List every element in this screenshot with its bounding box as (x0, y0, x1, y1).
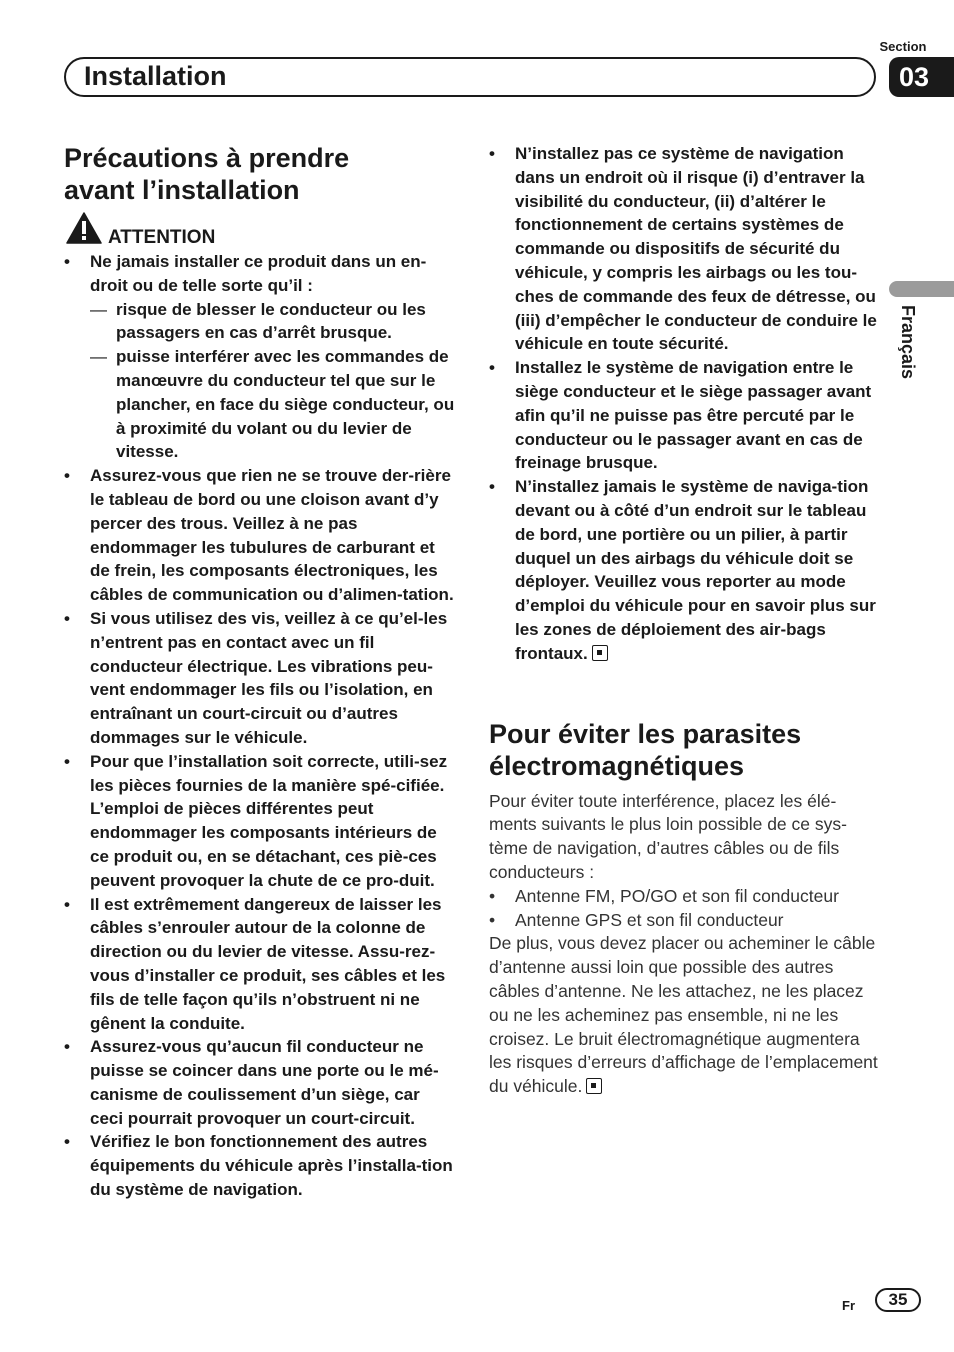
list-item (489, 909, 881, 933)
list-item (64, 1035, 456, 1130)
sub-list-item (90, 298, 456, 346)
bullet: • (64, 252, 70, 271)
bullet: • (64, 1037, 70, 1057)
interference-heading-line2: électromagnétiques (489, 750, 745, 781)
list-item (64, 607, 456, 750)
right-column (489, 142, 881, 1099)
end-of-section-icon (586, 1078, 602, 1094)
bullet: • (489, 885, 496, 906)
dash: — (90, 299, 107, 319)
list-item (489, 356, 881, 475)
precautions-list (64, 250, 456, 1202)
list-item-text: Antenne FM, PO/GO et son fil conducteur (515, 885, 839, 906)
attention-block (64, 212, 456, 250)
section-label: Section (879, 39, 927, 54)
list-item (64, 250, 456, 464)
sub-list-item-text: risque de blesser le conducteur ou les passagers en cas d’arrêt brusque. (116, 299, 426, 343)
list-item (64, 1130, 456, 1201)
list-item-text: Vérifiez le bon fonctionnement des autres équipements du véhicule après l’installa-tion du système de navigation. (90, 1132, 453, 1200)
list-item (64, 750, 456, 893)
bullet: • (489, 144, 495, 163)
list-item (64, 893, 456, 1036)
section-number-badge: 03 (889, 57, 954, 97)
bullet: • (64, 1132, 70, 1152)
list-item-text: Il est extrêmement dangereux de laisser les câbles s’enrouler autour de la colonne de direction ou du levier de vitesse. Assu-rez-vous d’installer ce produit, ses câbles et les fils de telle façon qu’ils n’obstruent ni ne gênent la conduite. (90, 894, 446, 1033)
attention-label: ATTENTION (108, 227, 216, 248)
list-item-text: N’installez pas ce système de navigation dans un endroit où il risque (i) d’entraver la visibilité du conducteur, (ii) d’altérer le fonctionnement de certains systèmes de commande ou dispositifs de sécurité du véhicule, y compris les airbags ou les tou-ches de commande des feux de détresse, ou (iii) d’empêcher le conducteur de conduire le véhicule en toute sécurité. (515, 144, 877, 354)
precautions-heading-line2: avant l’installation (64, 175, 300, 205)
language-tab (889, 281, 954, 297)
interference-closing (489, 932, 881, 1099)
list-item-text: Installez le système de navigation entre le siège conducteur et le siège passager avant afin qu’il ne puisse pas être percuté par le conducteur ou le passager avant en cas de freinage brusque. (515, 358, 872, 473)
language-label: Français (898, 305, 918, 380)
bullet: • (489, 358, 495, 378)
footer-language-code: Fr (842, 1298, 855, 1313)
interference-heading-line1: Pour éviter les parasites (489, 718, 802, 749)
interference-heading (489, 718, 881, 782)
sub-list-item (90, 345, 456, 464)
bullet: • (64, 608, 70, 628)
list-item (489, 142, 881, 356)
bullet: • (489, 477, 495, 497)
antenna-list (489, 885, 881, 933)
list-item-text: Pour que l’installation soit correcte, utili-sez les pièces fournies de la manière spé-cifiée. L’emploi de pièces différentes peut endommager les composants intérieurs de ce produit ou, en se détachant, ces piè-ces peuvent provoquer la chute de ce pro-duit. (90, 751, 448, 890)
list-item-text: Assurez-vous qu’aucun fil conducteur ne puisse se coincer dans une porte ou le mé-canisme de coulissement d’un siège, car ceci pourrait provoquer un court-circuit. (90, 1037, 439, 1128)
sub-list (90, 298, 456, 465)
list-item (64, 464, 456, 607)
list-item-text: Ne jamais installer ce produit dans un en-droit ou de telle sorte qu’il : (90, 252, 427, 295)
bullet: • (64, 894, 70, 914)
end-of-section-icon (592, 645, 608, 661)
dash: — (90, 347, 107, 367)
installation-list (489, 142, 881, 666)
list-item-text: Antenne GPS et son fil conducteur (515, 909, 784, 930)
page-number: 35 (875, 1288, 921, 1312)
interference-closing-text: De plus, vous devez placer ou acheminer le câble d’antenne aussi loin que possible des autres câbles d’antenne. Ne les attachez, ne les placez ou ne les acheminez pas ensemble, ni ne les croisez. Le bruit électromagnétique augmentera les risques d’erreurs d’affichage de l’emplacement du véhicule. (489, 933, 878, 1097)
interference-intro: Pour éviter toute interférence, placez les élé-ments suivants le plus loin possible de ce sys-tème de navigation, d’autres câbles ou de fils conducteurs : (489, 790, 847, 882)
precautions-heading (64, 142, 456, 206)
bullet: • (64, 751, 70, 771)
bullet: • (489, 909, 496, 930)
list-item (489, 475, 881, 665)
left-column (64, 142, 456, 1202)
list-item-text: Si vous utilisez des vis, veillez à ce qu’el-les n’entrent pas en contact avec un fil conducteur électrique. Les vibrations peu-vent endommager les fils ou l’isolation, en entraînant un court-circuit ou d’autres dommages sur le véhicule. (90, 608, 448, 747)
list-item (489, 885, 881, 909)
page-title: Installation (84, 61, 227, 91)
sub-list-item-text: puisse interférer avec les commandes de manœuvre du conducteur tel que sur le plancher, en face du siège conducteur, ou à proximité du volant ou du levier de vitesse. (116, 347, 455, 462)
warning-triangle-icon (66, 212, 102, 244)
precautions-heading-line1: Précautions à prendre (64, 143, 350, 173)
list-item-text: N’installez jamais le système de naviga-tion devant ou à côté d’un endroit sur le tableau de bord, une portière ou un pilier, à partir duquel un des airbags du véhicule doit se déployer. Veuillez vous reporter au mode d’emploi du véhicule pour en savoir plus sur les zones de déploiement des air-bags frontaux. (515, 477, 876, 663)
list-item-text: Assurez-vous que rien ne se trouve der-rière le tableau de bord ou une cloison avant d’y percer des trous. Veillez à ne pas endommager les tubulures de carburant et de frein, les composants électroniques, les câbles de communication ou d’alimen-tation. (90, 466, 454, 605)
bullet: • (64, 466, 70, 486)
